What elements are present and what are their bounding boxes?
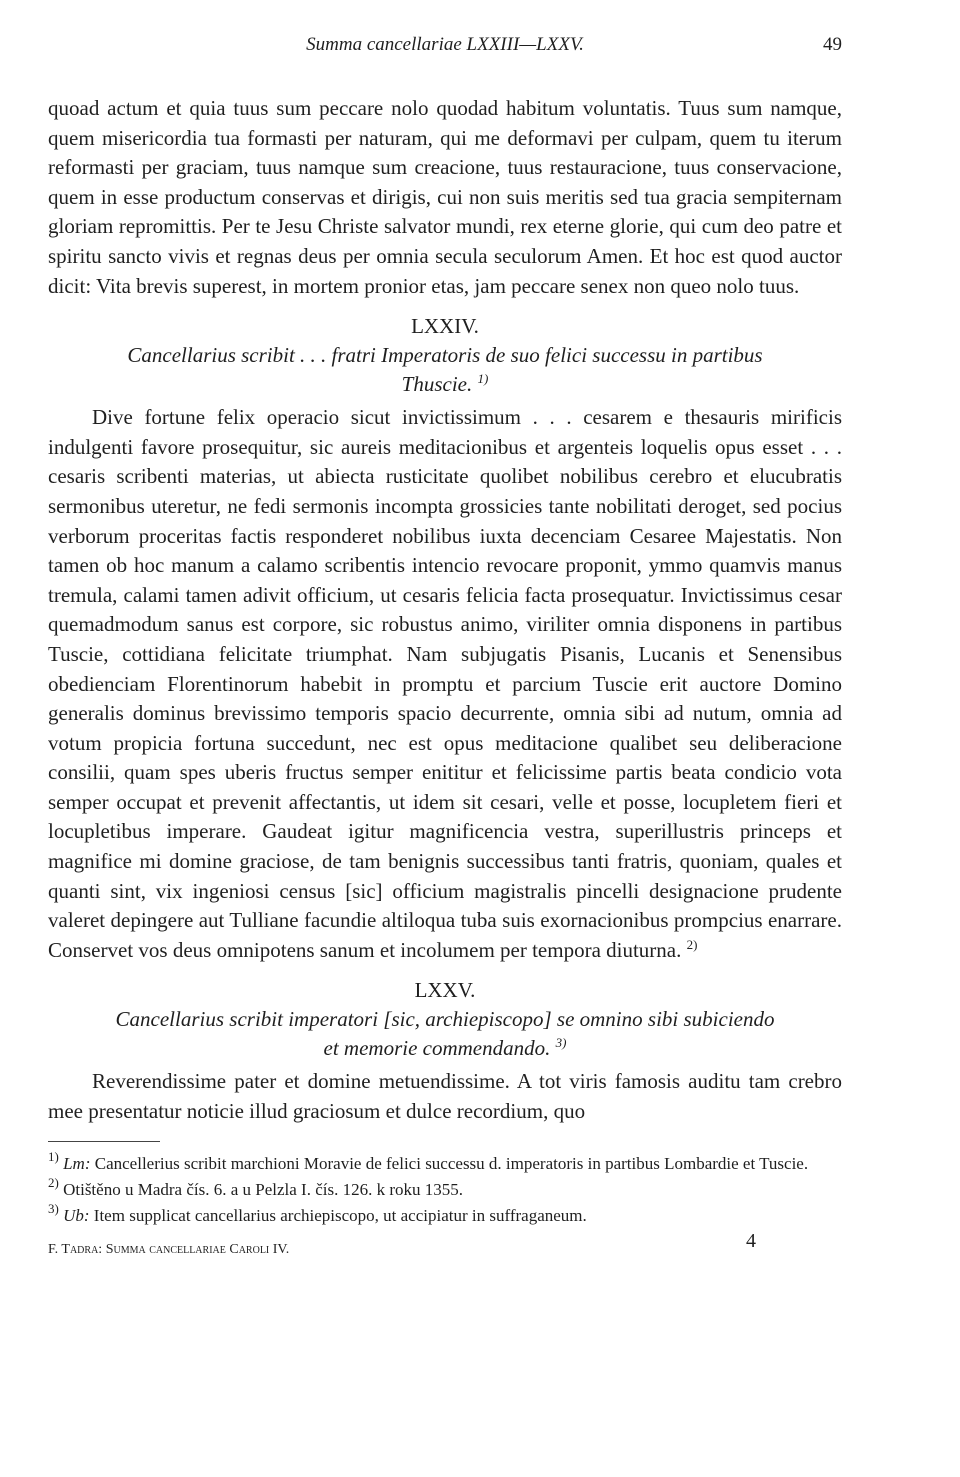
paragraph-letter-lxxiv (48, 403, 842, 965)
footnote-ref: 3) (555, 1035, 567, 1051)
section-title-lxxiv (48, 341, 842, 399)
running-head (48, 30, 842, 64)
footnote-siglum: Lm: (63, 1153, 91, 1173)
book-page (48, 30, 842, 1260)
paragraph-letter-lxxv: Reverendissime pater et domine metuendissime. A tot viris famosis auditu tam crebro mee presentatur noticie illud graciosum et dulce recordium, quo (48, 1069, 842, 1124)
paragraph-continuation: quoad actum et quia tuus sum peccare nolo quodad habitum voluntatis. Tuus sum namque, quem misericordia tua formasti per naturam, qui me deformavi per culpam, quem tu iterum reformasti per graciam, tuus namque sum creacione, tuus restauracione, tuus conservacione, quem in esse productum conservas et dirigis, cui non suis meritis sed tua gracia sempiternam gloriam repromittis. Per te Jesu Christe salvator mundi, rex eterne glorie, qui cum deo patre et spiritu sancto vivis et regnas deus per omnia secula seculorum Amen. Et hoc est quod auctor dicit: Vita brevis superest, in mortem pronior etas, jam peccare senex non queo nolo tuus. (48, 96, 842, 298)
section-title-line: Thuscie. (401, 372, 473, 397)
footnote-2 (48, 1174, 842, 1201)
footnotes (48, 1148, 842, 1227)
section-number-lxxv: LXXV. (414, 978, 476, 1003)
running-title: Summa cancellariae LXXIII—LXXV. (306, 34, 584, 55)
page-footer (48, 1230, 842, 1260)
footnote-text: Cancellerius scribit marchioni Moravie de felici successu d. imperatoris in partibus Lombardie et Tuscie. (94, 1153, 809, 1173)
footnote-ref: 1) (477, 371, 489, 387)
footnote-mark: 1) (48, 1148, 59, 1164)
footer-credit: F. Tadra: Summa cancellariae Caroli IV. (48, 1241, 290, 1257)
footnote-text: Otištěno u Madra čís. 6. a u Pelzla I. čís. 126. k roku 1355. (63, 1179, 463, 1199)
footnote-mark: 3) (48, 1200, 59, 1216)
page-number: 49 (823, 34, 842, 55)
footnote-siglum: Ub: (63, 1205, 90, 1225)
footnote-mark: 2) (48, 1174, 59, 1190)
signature-mark: 4 (746, 1229, 756, 1252)
section-title-line: Cancellarius scribit . . . fratri Imperatoris de suo felici successu in partibus (127, 343, 763, 368)
section-title-lxxv (48, 1005, 842, 1063)
section-title-line: et memorie commendando. (323, 1036, 551, 1061)
footnote-1 (48, 1148, 842, 1175)
footnote-ref: 2) (686, 936, 698, 952)
footnote-text: Item supplicat cancellarius archiepiscopo, ut accipiatur in suffraganeum. (93, 1205, 587, 1225)
section-title-line: Cancellarius scribit imperatori [sic, archiepiscopo] se omnino sibi subiciendo (115, 1007, 775, 1032)
footnote-divider (48, 1141, 160, 1142)
footnote-3 (48, 1200, 842, 1227)
paragraph-text: Dive fortune felix operacio sicut invictissimum . . . cesarem e thesauris mirificis indulgenti favore prosequitur, sic aureis meditacionibus et argenteis loquelis opus esset . . . cesaris scribenti materias, ut abiecta rusticitate quolibet nobilibus cerebro et elucubratis sermonibus uteretur, ne fedi sermonis incompta grossicies tante nobilitati deroget, sed pocius verborum proceritas factis responderet nobilibus iuxta decenciam Cesaree Majestatis. Non tamen ob hoc manum a calamo scribentis intencio revocare proponit, ymmo quamvis manus tremula, calami tamen adivit officium, ut cesaris felicia facta prosequatur. Invictissimus cesar quemadmodum sanus est corpore, sic robustus animo, viriliter omnia disponens in partibus Tuscie, cottidiana felicitate triumphat. Nam subjugatis Pisanis, Lucanis et Senensibus obedienciam Florentinorum habebit in promptu et parcium Tuscie erit auctore Domino generalis dominus brevissimo temporis spacio decurrente, omnia sibi ad nutum, omnia ad votum propicia fortuna succedunt, nec est opus meditacione qualibet seu deliberacione consilii, quam spes uberis fructus semper enititur et felicissime partis beata condicio vota semper occupat et prevenit affectantis, ut idem sit cesari, velle et posse, locupletem fieri et locupletibus imperare. Gaudeat igitur magnificencia vestra, superillustris princeps et magnifice mi domine graciose, de tam benignis successibus tanti fratris, quoniam, quales et quanti sint, vix ingeniosi census [sic] officium magistralis pincelli designacione prudente valeret depingere aut Tulliane facundie altiloqua tuba suis exornacionibus prompcius enarrare. Conservet vos deus omnipotens sanum et incolumem per tempora diuturna. (48, 405, 842, 962)
section-number-lxxiv: LXXIV. (411, 314, 479, 339)
